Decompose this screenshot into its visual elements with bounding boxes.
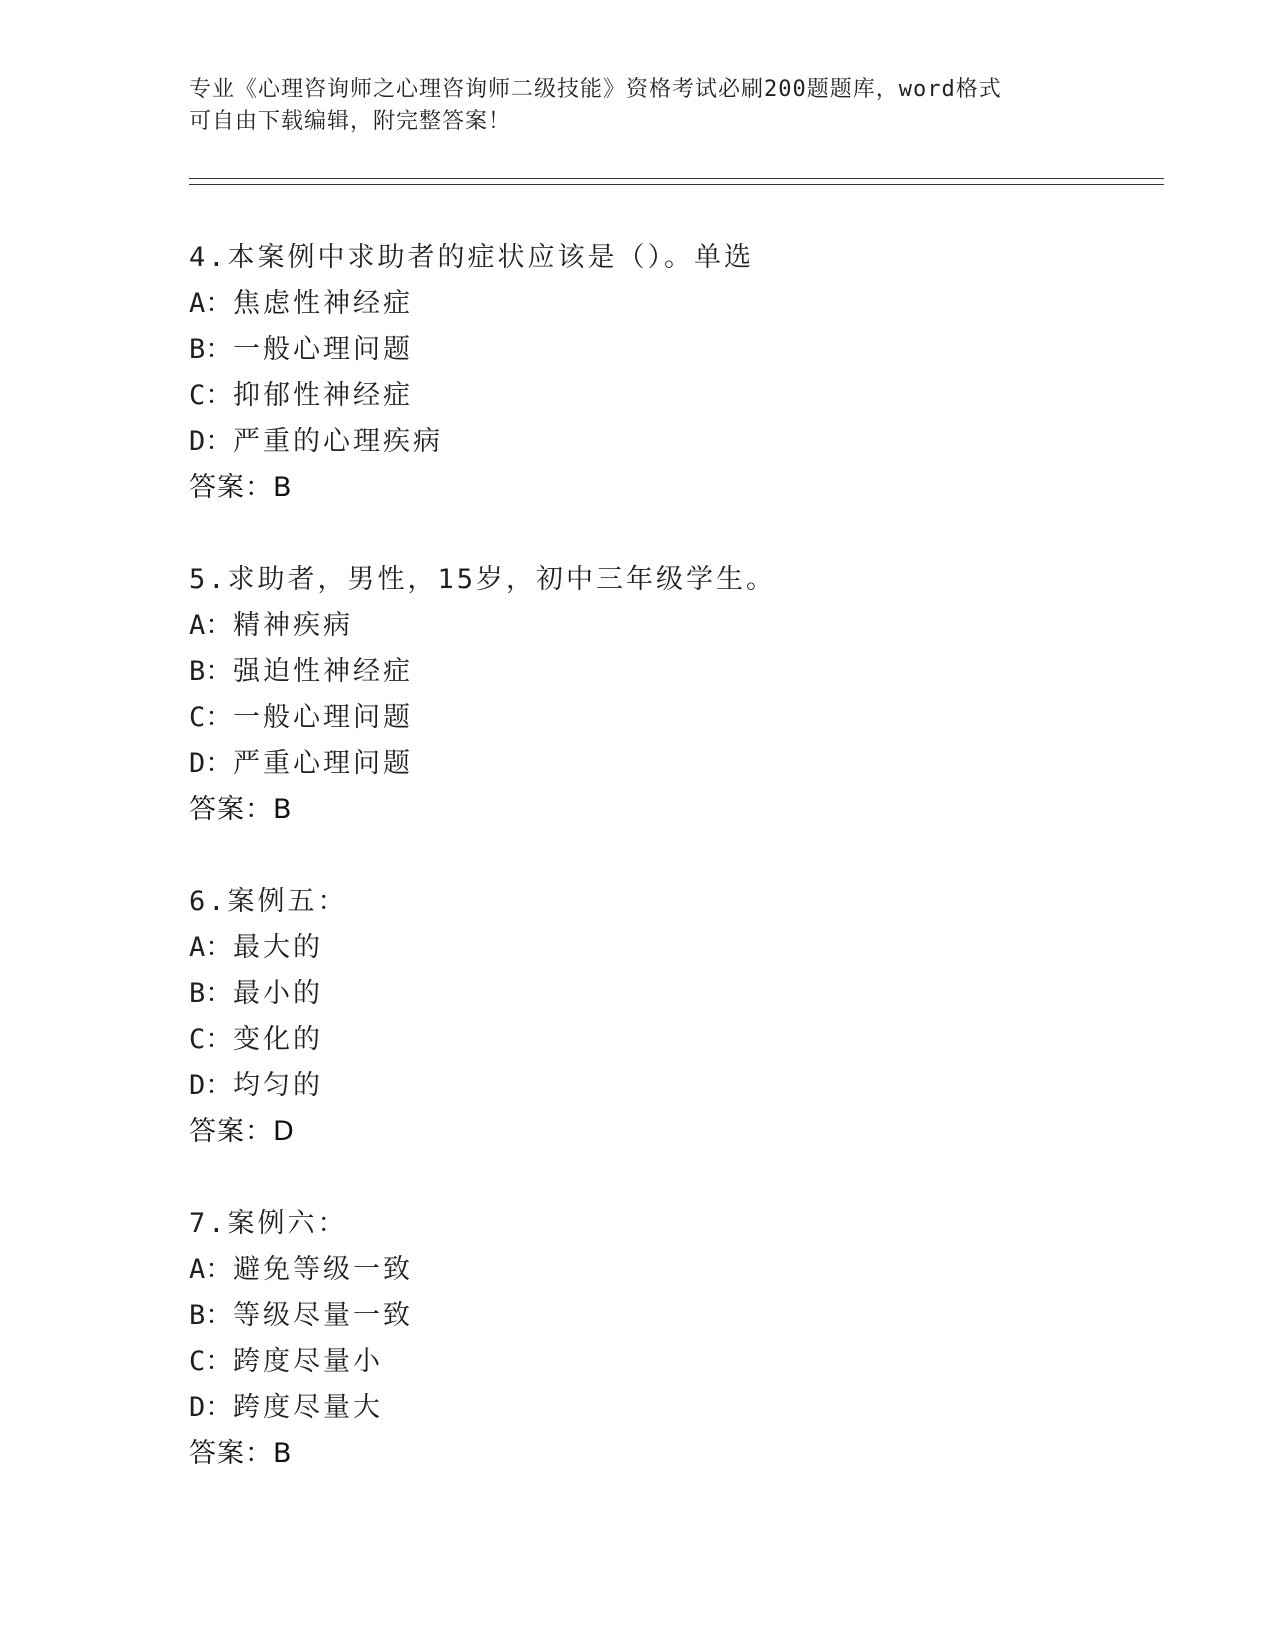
option-b bbox=[189, 649, 1089, 695]
option-letter: D： bbox=[189, 1392, 233, 1423]
header-title-line-2: 可自由下载编辑，附完整答案！ bbox=[189, 109, 512, 134]
option-letter: B： bbox=[189, 656, 233, 687]
answer-line: 答案：D bbox=[189, 1116, 295, 1147]
option-b bbox=[189, 327, 1089, 373]
option-text: 焦虑性神经症 bbox=[233, 288, 413, 319]
question-stem: 7.案例六： bbox=[189, 1208, 348, 1239]
option-letter: C： bbox=[189, 1024, 233, 1055]
option-text: 最小的 bbox=[233, 978, 323, 1009]
option-text: 严重心理问题 bbox=[233, 748, 413, 779]
option-text: 精神疾病 bbox=[233, 610, 353, 641]
question-7 bbox=[189, 1201, 1089, 1477]
question-6 bbox=[189, 879, 1089, 1155]
option-b bbox=[189, 971, 1089, 1017]
option-letter: A： bbox=[189, 932, 233, 963]
option-text: 跨度尽量小 bbox=[233, 1346, 383, 1377]
option-a bbox=[189, 1247, 1089, 1293]
answer-line: 答案：B bbox=[189, 794, 293, 825]
option-text: 强迫性神经症 bbox=[233, 656, 413, 687]
header-divider-bottom bbox=[189, 184, 1164, 185]
option-c bbox=[189, 1017, 1089, 1063]
header-title-line-1: 专业《心理咨询师之心理咨询师二级技能》资格考试必刷200题题库，word格式 bbox=[189, 77, 1002, 102]
option-a bbox=[189, 603, 1089, 649]
answer-line: 答案：B bbox=[189, 472, 293, 503]
option-c bbox=[189, 1339, 1089, 1385]
option-letter: C： bbox=[189, 380, 233, 411]
header-divider-top bbox=[189, 178, 1164, 179]
option-letter: C： bbox=[189, 1346, 233, 1377]
question-4 bbox=[189, 235, 1089, 511]
option-text: 变化的 bbox=[233, 1024, 323, 1055]
answer-line: 答案：B bbox=[189, 1438, 293, 1469]
option-letter: B： bbox=[189, 978, 233, 1009]
question-stem: 6.案例五： bbox=[189, 886, 348, 917]
option-a bbox=[189, 925, 1089, 971]
option-d bbox=[189, 741, 1089, 787]
option-letter: D： bbox=[189, 748, 233, 779]
option-b bbox=[189, 1293, 1089, 1339]
option-d bbox=[189, 1063, 1089, 1109]
question-stem: 5.求助者，男性，15岁，初中三年级学生。 bbox=[189, 564, 777, 595]
option-text: 最大的 bbox=[233, 932, 323, 963]
document-header bbox=[189, 74, 1089, 138]
option-letter: C： bbox=[189, 702, 233, 733]
option-d bbox=[189, 419, 1089, 465]
option-letter: B： bbox=[189, 334, 233, 365]
option-text: 等级尽量一致 bbox=[233, 1300, 413, 1331]
option-a bbox=[189, 281, 1089, 327]
option-letter: D： bbox=[189, 426, 233, 457]
option-text: 跨度尽量大 bbox=[233, 1392, 383, 1423]
option-text: 一般心理问题 bbox=[233, 334, 413, 365]
option-text: 严重的心理疾病 bbox=[233, 426, 443, 457]
question-5 bbox=[189, 557, 1089, 833]
option-d bbox=[189, 1385, 1089, 1431]
option-c bbox=[189, 373, 1089, 419]
option-letter: A： bbox=[189, 610, 233, 641]
option-letter: D： bbox=[189, 1070, 233, 1101]
option-letter: B： bbox=[189, 1300, 233, 1331]
option-text: 均匀的 bbox=[233, 1070, 323, 1101]
option-c bbox=[189, 695, 1089, 741]
option-text: 一般心理问题 bbox=[233, 702, 413, 733]
option-text: 避免等级一致 bbox=[233, 1254, 413, 1285]
option-letter: A： bbox=[189, 1254, 233, 1285]
option-text: 抑郁性神经症 bbox=[233, 380, 413, 411]
question-stem: 4.本案例中求助者的症状应该是（）。单选 bbox=[189, 242, 755, 273]
option-letter: A： bbox=[189, 288, 233, 319]
